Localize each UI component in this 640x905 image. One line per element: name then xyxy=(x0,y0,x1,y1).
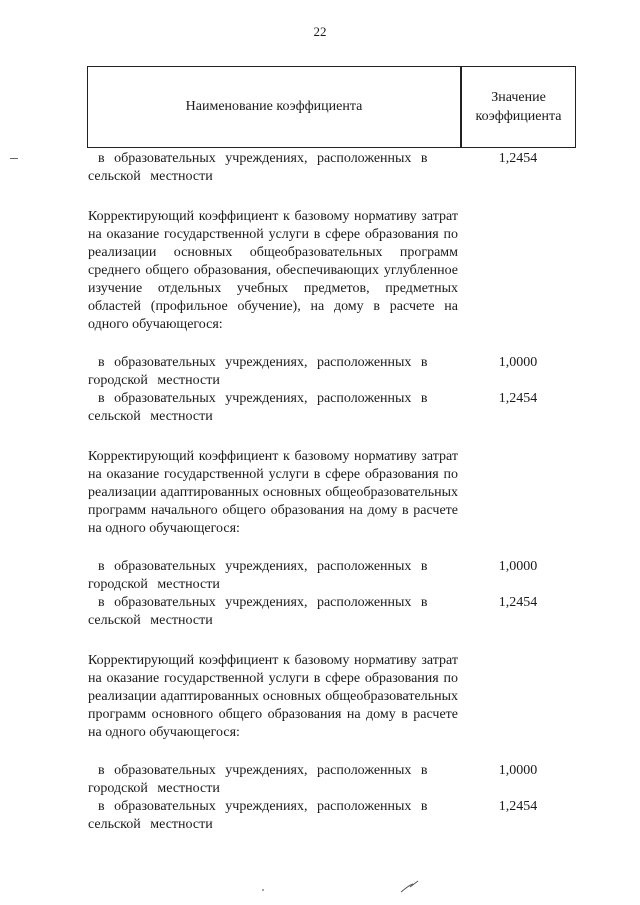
page-number: 22 xyxy=(313,24,327,39)
row-value: 1,0000 xyxy=(498,559,538,574)
column-header-value-line2: коэффициента xyxy=(475,109,562,124)
row-value: 1,2454 xyxy=(498,391,538,406)
row-label: в образовательных учреждениях, расположенных в сельской местности xyxy=(88,595,428,628)
row-label: в образовательных учреждениях, расположенных в сельской местности xyxy=(88,799,428,832)
scan-dot xyxy=(262,889,264,891)
row-value: 1,2454 xyxy=(498,799,538,814)
coefficient-description: Корректирующий коэффициент к базовому нормативу затрат на оказание государственной услуги в сфере образования по реализации основных общеобразовательных программ среднего общего образования, обеспечивающих углубленное изучение отдельных учебных предметов, предметных областей (профильное обучение), на дому в расчете на одного обучающегося: xyxy=(88,209,458,332)
row-value: 1,0000 xyxy=(498,763,538,778)
coefficient-row xyxy=(88,762,578,798)
table-body xyxy=(88,150,578,834)
column-header-value-line1: Значение xyxy=(491,90,546,105)
coefficient-row xyxy=(88,594,578,630)
margin-mark xyxy=(10,158,18,159)
coefficient-row xyxy=(88,150,578,186)
row-label: в образовательных учреждениях, расположенных в городской местности xyxy=(88,559,428,592)
row-label: в образовательных учреждениях, расположенных в городской местности xyxy=(88,763,428,796)
table-header xyxy=(87,66,576,148)
coefficient-row xyxy=(88,390,578,426)
row-label: в образовательных учреждениях, расположенных в сельской местности xyxy=(88,391,428,424)
coefficient-row xyxy=(88,354,578,390)
row-value: 1,2454 xyxy=(498,151,538,166)
row-label: в образовательных учреждениях, расположенных в сельской местности xyxy=(88,151,428,184)
signature-scribble-icon xyxy=(400,880,420,894)
row-value: 1,0000 xyxy=(498,355,538,370)
coefficient-description: Корректирующий коэффициент к базовому нормативу затрат на оказание государственной услуги в сфере образования по реализации адаптированных основных общеобразовательных программ начального общего образования на дому в расчете на одного обучающегося: xyxy=(88,449,458,536)
row-label: в образовательных учреждениях, расположенных в городской местности xyxy=(88,355,428,388)
coefficient-row xyxy=(88,558,578,594)
coefficient-description: Корректирующий коэффициент к базовому нормативу затрат на оказание государственной услуги в сфере образования по реализации адаптированных основных общеобразовательных программ основного общего образования на дому в расчете на одного обучающегося: xyxy=(88,653,458,740)
coefficient-row xyxy=(88,798,578,834)
column-header-value xyxy=(462,67,575,147)
column-header-name: Наименование коэффициента xyxy=(185,99,363,114)
row-value: 1,2454 xyxy=(498,595,538,610)
